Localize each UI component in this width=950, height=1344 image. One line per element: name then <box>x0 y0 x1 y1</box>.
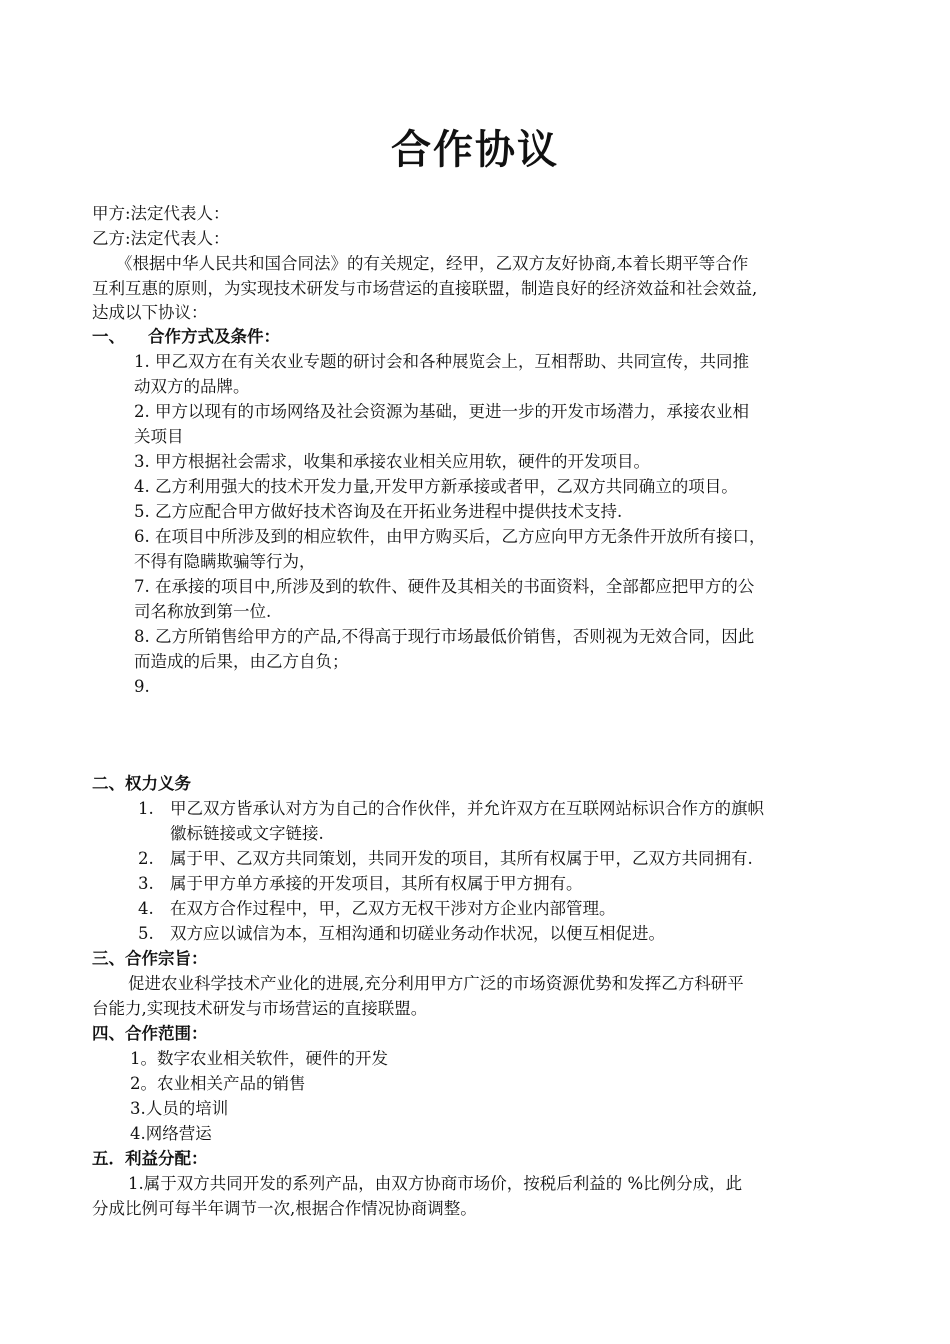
section-2-item-text: 甲乙双方皆承认对方为自己的合作伙伴，并允许双方在互联网站标识合作方的旗帜 <box>170 799 764 818</box>
section-2-item-number: 4. <box>138 899 154 918</box>
section-1-line: 4. 乙方利用强大的技术开发力量,开发甲方新承接或者甲，乙双方共同确立的项目。 <box>134 477 738 496</box>
section-2-item-number: 1. <box>138 799 154 818</box>
section-4-item: 4.网络营运 <box>130 1124 212 1143</box>
section-2-item-text: 在双方合作过程中，甲，乙双方无权干涉对方企业内部管理。 <box>170 899 616 918</box>
section-1-line: 动双方的品牌。 <box>134 377 250 396</box>
section-1-heading: 合作方式及条件： <box>148 327 280 346</box>
intro-line: 《根据中华人民共和国合同法》的有关规定，经甲，乙双方友好协商,本着长期平等合作 <box>116 254 749 273</box>
section-4-heading: 四、合作范围： <box>92 1024 208 1043</box>
section-1-line: 关项目 <box>134 427 184 446</box>
section-1-line: 7. 在承接的项目中,所涉及到的软件、硬件及其相关的书面资料，全部都应把甲方的公 <box>134 577 755 596</box>
section-4-item: 1。数字农业相关软件，硬件的开发 <box>130 1049 388 1068</box>
section-1-line: 而造成的后果，由乙方自负； <box>134 652 349 671</box>
section-5-line: 分成比例可每半年调节一次,根据合作情况协商调整。 <box>92 1199 477 1218</box>
section-4-item: 3.人员的培训 <box>130 1099 229 1118</box>
section-1-line: 9. <box>134 677 150 696</box>
section-1-line: 司名称放到第一位. <box>134 602 272 621</box>
section-1-line: 不得有隐瞒欺骗等行为， <box>134 552 316 571</box>
document-title: 合作协议 <box>391 127 559 173</box>
section-1-line: 5. 乙方应配合甲方做好技术咨询及在开拓业务进程中提供技术支持. <box>134 502 623 521</box>
section-5-heading: 五．利益分配： <box>92 1149 208 1168</box>
section-3-line: 促进农业科学技术产业化的进展,充分利用甲方广泛的市场资源优势和发挥乙方科研平 <box>128 974 744 993</box>
section-2-heading: 二、权力义务 <box>92 774 191 793</box>
section-2-item-number: 5. <box>138 924 154 943</box>
section-1-line: 6. 在项目中所涉及到的相应软件，由甲方购买后，乙方应向甲方无条件开放所有接口， <box>134 527 766 546</box>
section-2-item-text: 徽标链接或文字链接. <box>170 824 324 843</box>
section-1-line: 2. 甲方以现有的市场网络及社会资源为基础，更进一步的开发市场潜力，承接农业相 <box>134 402 749 421</box>
party-a-line: 甲方:法定代表人： <box>92 204 230 223</box>
section-2-item-text: 属于甲方单方承接的开发项目，其所有权属于甲方拥有。 <box>170 874 583 893</box>
section-2-item-number: 2. <box>138 849 154 868</box>
section-2-item-text: 属于甲、乙双方共同策划，共同开发的项目，其所有权属于甲，乙双方共同拥有. <box>170 849 753 868</box>
section-1-line: 8. 乙方所销售给甲方的产品,不得高于现行市场最低价销售，否则视为无效合同，因此 <box>134 627 755 646</box>
section-5-line: 1.属于双方共同开发的系列产品，由双方协商市场价，按税后利益的 %比例分成，此 <box>128 1174 743 1193</box>
section-3-line: 台能力,实现技术研发与市场营运的直接联盟。 <box>92 999 428 1018</box>
section-2-item-text: 双方应以诚信为本，互相沟通和切磋业务动作状况，以便互相促进。 <box>170 924 665 943</box>
section-1-line: 3. 甲方根据社会需求，收集和承接农业相关应用软，硬件的开发项目。 <box>134 452 650 471</box>
section-2-item-number: 3. <box>138 874 154 893</box>
section-1-number: 一、 <box>92 327 125 346</box>
intro-line: 互利互惠的原则，为实现技术研发与市场营运的直接联盟，制造良好的经济效益和社会效益, <box>92 279 758 298</box>
section-1-line: 1. 甲乙双方在有关农业专题的研讨会和各种展览会上，互相帮助、共同宣传，共同推 <box>134 352 749 371</box>
intro-line: 达成以下协议： <box>92 303 208 322</box>
section-4-item: 2。农业相关产品的销售 <box>130 1074 306 1093</box>
section-3-heading: 三、合作宗旨： <box>92 949 208 968</box>
party-b-line: 乙方:法定代表人： <box>92 229 230 248</box>
